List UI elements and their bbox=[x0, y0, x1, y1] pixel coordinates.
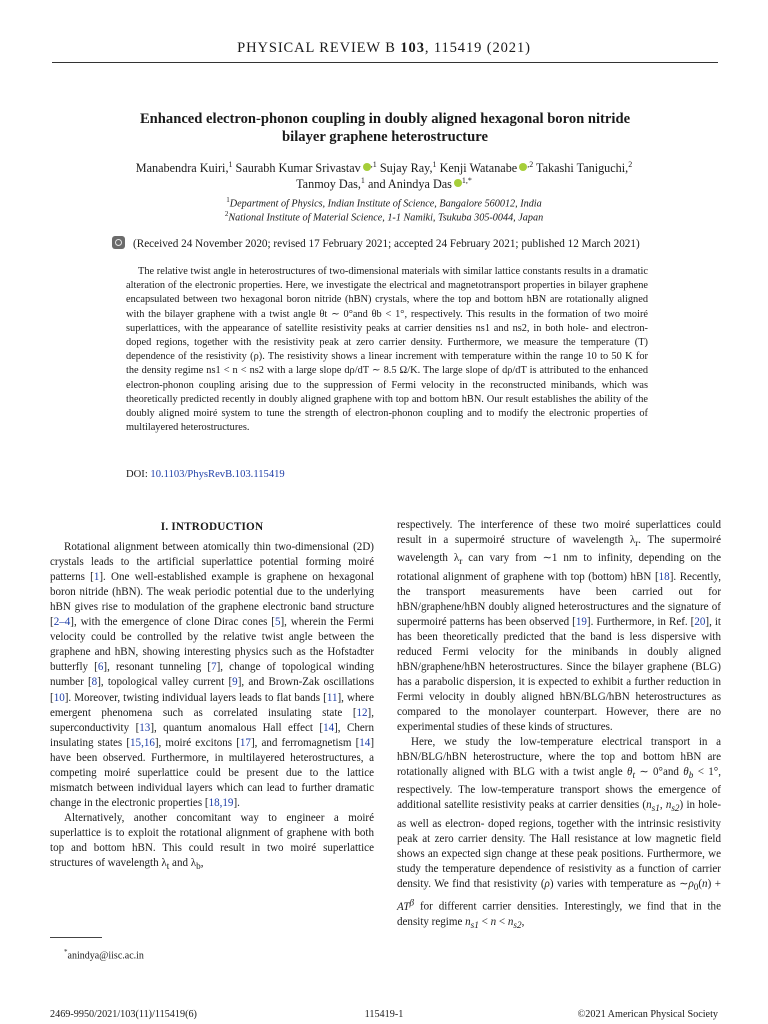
abstract: The relative twist angle in heterostructures of two-dimensional materials with similar lattice constants results in a dramatic alteration of the electronic properties. Here, we investigate the electrical and magnetotransport properties in bilayer graphene encapsulated between two hexagonal boron nitride (hBN) crystals, where the top and bottom hBN are rotationally aligned with the bilayer graphene with a twist angle θt ∼ 0°and θb < 1°, respectively. This results in the formation of two moiré superlattices, with the appearance of satellite resistivity peaks at carrier densities ns1 and ns2, in both hole- and electron-doped regions, together with the resistivity peak at zero carrier density. Furthermore, we measure the temperature (T) dependence of the resistivity (ρ). The resistivity shows a linear increment with temperature within the range 10 to 50 K for the density regime ns1 < n < ns2 with a large slope dρ/dT ∼ 8.5 Ω/K. The large slope of dρ/dT is attributed to the enhanced electron-phonon coupling arising due to the suppression of Fermi velocity in the reconstructed minibands, which was theoretically predicted recently in doubly aligned graphene with top and bottom hBN. Our result establishes the ability of the doubly aligned moiré system to tune the strength of electron-phonon coupling and to modify the electronic properties of multilayered heterostructures. bbox=[126, 266, 648, 434]
author[interactable]: Tanmoy Das,$^1$ bbox=[296, 175, 365, 191]
footnote-rule bbox=[50, 937, 102, 938]
body-paragraph: respectively. The interference of these two moiré superlattices could result in a supermoiré structure of wavelength $\lambda_r$. The supermoiré wavelength $\lambda_r$ can vary from ∼1 nm to infinity, depending on the rotational alignment of graphene with top (bottom) hBN [18]. Recently, the transport measurements have been carried out for hBN/graphene/hBN doubly aligned heterostructures and the signature of supermoiré patterns has been observed [19]. Furthermore, in Ref. [20], it has been theoretically predicted that the band is less dispersive with reduced Fermi velocity for the minibands in doubly aligned hBN/graphene/hBN heterostructures. Since the bilayer graphene (BLG) has a parabolic dispersion, it is expected to exhibit a further reduction in Fermi velocity in doubly aligned hBN/BLG/hBN heterostructures as compared to the monolayer counterpart. However, there are no experimental studies of these kinds of structures. bbox=[397, 519, 721, 734]
email-link[interactable]: anindya@iisc.ac.in bbox=[67, 950, 144, 962]
footer-copyright: ©2021 American Physical Society bbox=[577, 1009, 718, 1020]
received-dates: (Received 24 November 2020; revised 17 February 2021; accepted 24 February 2021; published 12 March 2021) bbox=[112, 236, 672, 251]
footer-issn: 2469-9950/2021/103(11)/115419(6) bbox=[50, 1009, 197, 1020]
orcid-icon[interactable] bbox=[363, 163, 371, 171]
affiliation: $^2$National Institute of Material Science, 1-1 Namiki, Tsukuba 305-0044, Japan bbox=[224, 210, 544, 224]
author[interactable]: Takashi Taniguchi,$^2$ bbox=[536, 159, 633, 175]
affiliation: $^1$Department of Physics, Indian Institute of Science, Bangalore 560012, India bbox=[226, 196, 542, 210]
body-paragraph: Alternatively, another concomitant way to engineer a moiré superlattice is to exploit the rotational alignment of graphene with both top and bottom hBN. This could result in two moiré superlattice structures of wavelength $\lambda_t$ and $\lambda_b$, bbox=[50, 811, 374, 872]
author[interactable]: Kenji Watanabe $^{,2}$ bbox=[439, 159, 534, 175]
doi-link[interactable]: 10.1103/PhysRevB.103.115419 bbox=[150, 469, 285, 480]
doi-line: DOI: 10.1103/PhysRevB.103.115419 bbox=[126, 469, 285, 480]
author[interactable]: and Anindya Das $^{1,*}$ bbox=[367, 175, 472, 191]
crossmark-icon[interactable] bbox=[112, 236, 125, 249]
author[interactable]: Manabendra Kuiri,$^1$ bbox=[135, 159, 233, 175]
footnote: *anindya@iisc.ac.in bbox=[64, 948, 144, 962]
author[interactable]: Saurabh Kumar Srivastav $^{,1}$ bbox=[235, 159, 377, 175]
author[interactable]: Sujay Ray,$^1$ bbox=[379, 159, 437, 175]
author-list bbox=[60, 160, 708, 192]
section-heading: I. INTRODUCTION bbox=[160, 521, 264, 533]
paper-title: Enhanced electron-phonon coupling in doubly aligned hexagonal boron nitride bilayer graphene heterostructure bbox=[139, 111, 631, 145]
body-paragraph: Here, we study the low-temperature electrical transport in a hBN/BLG/hBN heterostructure, where the top and bottom hBN are rotationally aligned with BLG with a twist angle $\theta_t$ ∼ 0°and $\theta_b < 1^\circ$, respectively. The low-temperature transport shows the emergence of additional satellite resistivity peaks at carrier densities ($n_{s1}$, $n_{s2}$) in hole- as well as electron- doped regions, together with the intrinsic resistivity peak at zero carrier density. The Hall resistance at low magnetic field shows an expected sign change at these peak positions. Furthermore, we study the temperature dependence of resistivity as a function of carrier density. We find that resistivity (ρ) varies with temperature as $\sim\rho_0(n) + AT^\beta$ for different carrier densities. Interestingly, we find that in the density regime $n_{s1} < n < n_{s2}$, bbox=[397, 736, 722, 931]
body-paragraph: Rotational alignment between atomically thin two-dimensional (2D) crystals leads to the artificial superlattice potential forming moiré patterns [1]. One well-established example is graphene on hexagonal boron nitride (hBN). The weak periodic potential due to the underlying hBN gives rise to modulation of the graphene electronic band structure [2–4], with the emergence of clone Dirac cones [5], wherein the Fermi velocity could be controlled by the relative twist angle between the graphene and hBN, showing interesting physics such as the Hofstadter butterfly [6], resonant tunneling [7], change of topological winding number [8], topological valley current [9], and Brown-Zak oscillations [10]. Moreover, twisting individual layers leads to flat bands [11], where emergent phenomena such as correlated insulating state [12], superconductivity [13], quantum anomalous Hall effect [14], Chern insulating states [15,16], moiré excitons [17], and ferromagnetism [14] have been observed. Furthermore, in multilayered heterostructures, a competing moiré superlattice could be present due to the lattice mismatch between individual layers which can lead to further dramatic change in the electronic properties [18,19]. bbox=[50, 541, 375, 809]
column-right bbox=[397, 518, 721, 933]
journal-header: PHYSICAL REVIEW B 103, 115419 (2021) bbox=[237, 40, 531, 56]
column-left bbox=[50, 520, 374, 874]
footer-page-number: 115419-1 bbox=[364, 1009, 404, 1020]
orcid-icon[interactable] bbox=[454, 179, 462, 187]
header-rule bbox=[52, 62, 718, 63]
